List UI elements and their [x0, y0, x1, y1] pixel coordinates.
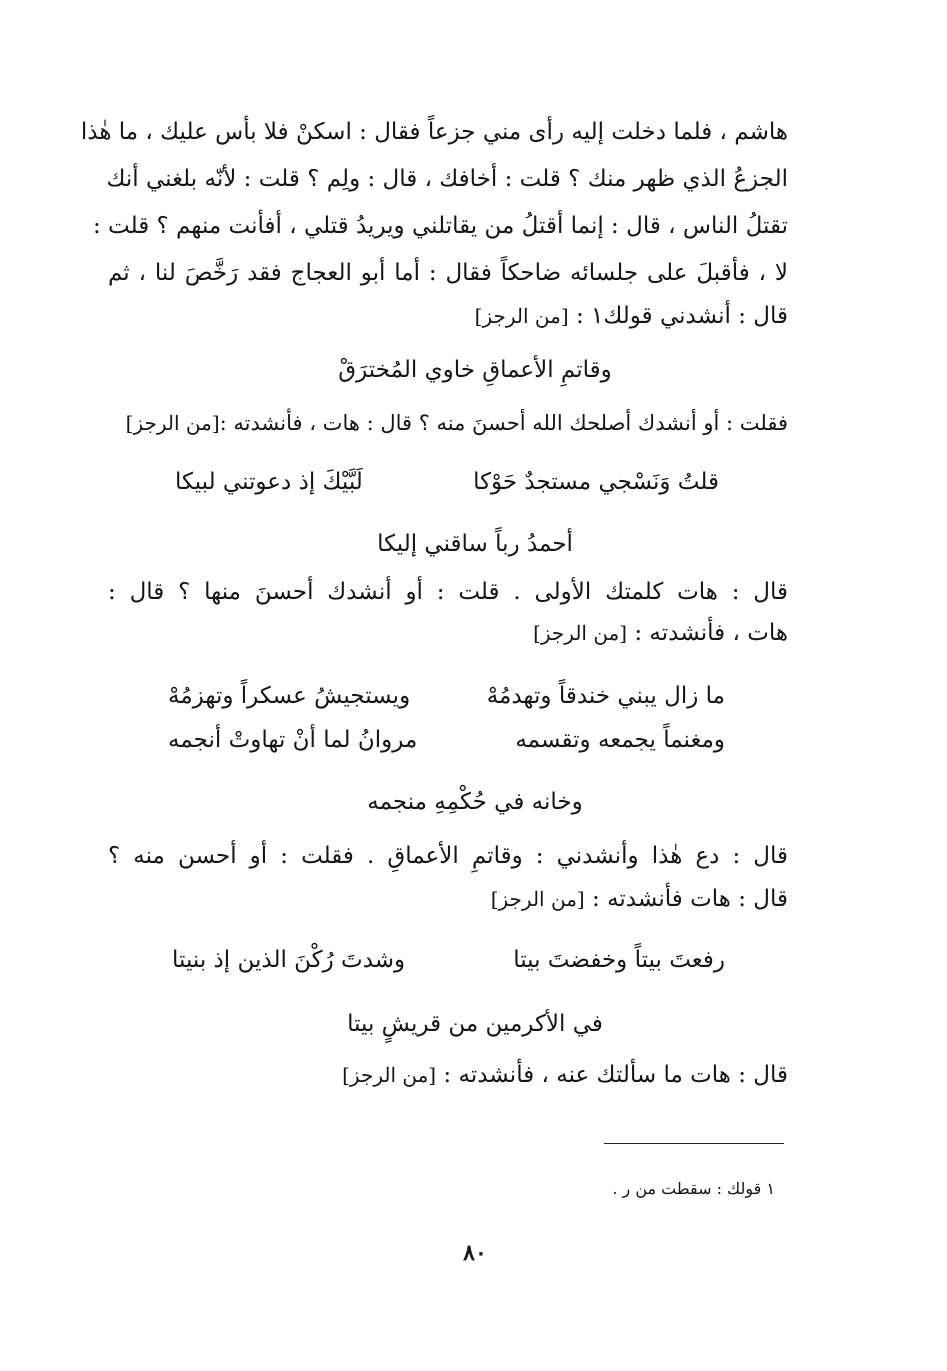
- meter-reference: [من الرجز]: [474, 304, 569, 328]
- hemistich-left: ويستجيشُ عسكراً وتهزمُهْ: [168, 683, 411, 709]
- verse-line: في الأكرمين من قريشٍ بيتا: [347, 1011, 603, 1037]
- text-line: [108, 613, 788, 653]
- text-line: الجزعُ الذي ظهر منك ؟ قلت : أخافك ، قال : ولِم ؟ قلت : لأنّه بلغني أنك: [106, 166, 788, 192]
- hemistich-left: مروانُ لما أنْ تهاوتْ أنجمه: [168, 727, 418, 753]
- hemistich-left: لَبَّيْكَ إذ دعوتني لبيكا: [175, 469, 363, 495]
- text-line: قال : دع هٰذا وأنشدني : وقاتمِ الأعماقِ . فقلت : أو أحسن منه ؟: [108, 843, 788, 869]
- text-line: [105, 403, 788, 443]
- verse-line: أحمدُ رباً ساقني إليكا: [377, 531, 573, 557]
- hemistich-right: قلتُ وَنَسْجي مستجدٌ حَوْكا: [473, 469, 719, 495]
- text-line: قال : هات كلمتك الأولى . قلت : أو أنشدك أحسنَ منها ؟ قال :: [108, 579, 788, 605]
- text-line: لا ، فأقبلَ على جلسائه ضاحكاً فقال : أما أبو العجاج فقد رَخَّصَ لنا ، ثم: [108, 260, 788, 286]
- text-line: [108, 296, 788, 336]
- text-line: تقتلُ الناس ، قال : إنما أقتلُ من يقاتلني ويريدُ قتلي ، أفأنت منهم ؟ قلت :: [92, 213, 788, 239]
- footnote: ١ قولك : سقطت من ر .: [612, 1179, 775, 1198]
- hemistich-left: وشدتَ رُكْنَ الذين إذ بنيتا: [172, 947, 406, 973]
- text-line: هاشم ، فلما دخلت إليه رأى مني جزعاً فقال : اسكنْ فلا بأس عليك ، ما هٰذا: [80, 119, 788, 145]
- page-number: ٨٠: [463, 1240, 487, 1266]
- hemistich-right: ومغنماً يجمعه وتقسمه: [515, 727, 725, 753]
- footnote-separator: [604, 1143, 784, 1144]
- line-text: قال : هات فأنشدته :: [592, 886, 788, 912]
- meter-reference: [من الرجز]: [533, 621, 628, 645]
- verse-line: وخانه في حُكْمِهِ منجمه: [367, 789, 583, 815]
- hemistich-right: ما زال يبني خندقاً وتهدمُهْ: [486, 683, 725, 709]
- line-text: هات ، فأنشدته :: [634, 620, 788, 646]
- verse-line: وقاتمِ الأعماقِ خاوي المُخترَقْ: [338, 357, 612, 383]
- line-text: قال : هات ما سألتك عنه ، فأنشدته :: [443, 1062, 788, 1088]
- meter-reference: [من الرجز]: [125, 411, 220, 435]
- meter-reference: [من الرجز]: [342, 1063, 437, 1087]
- text-line: [108, 879, 788, 919]
- text-line: [260, 1055, 788, 1095]
- line-text: قال : أنشدني قولك١ :: [575, 303, 788, 329]
- hemistich-right: رفعتَ بيتاً وخفضتَ بيتا: [513, 947, 725, 973]
- line-text: فقلت : أو أنشدك أصلحك الله أحسنَ منه ؟ قال : هات ، فأنشدته :: [219, 411, 788, 435]
- meter-reference: [من الرجز]: [490, 887, 585, 911]
